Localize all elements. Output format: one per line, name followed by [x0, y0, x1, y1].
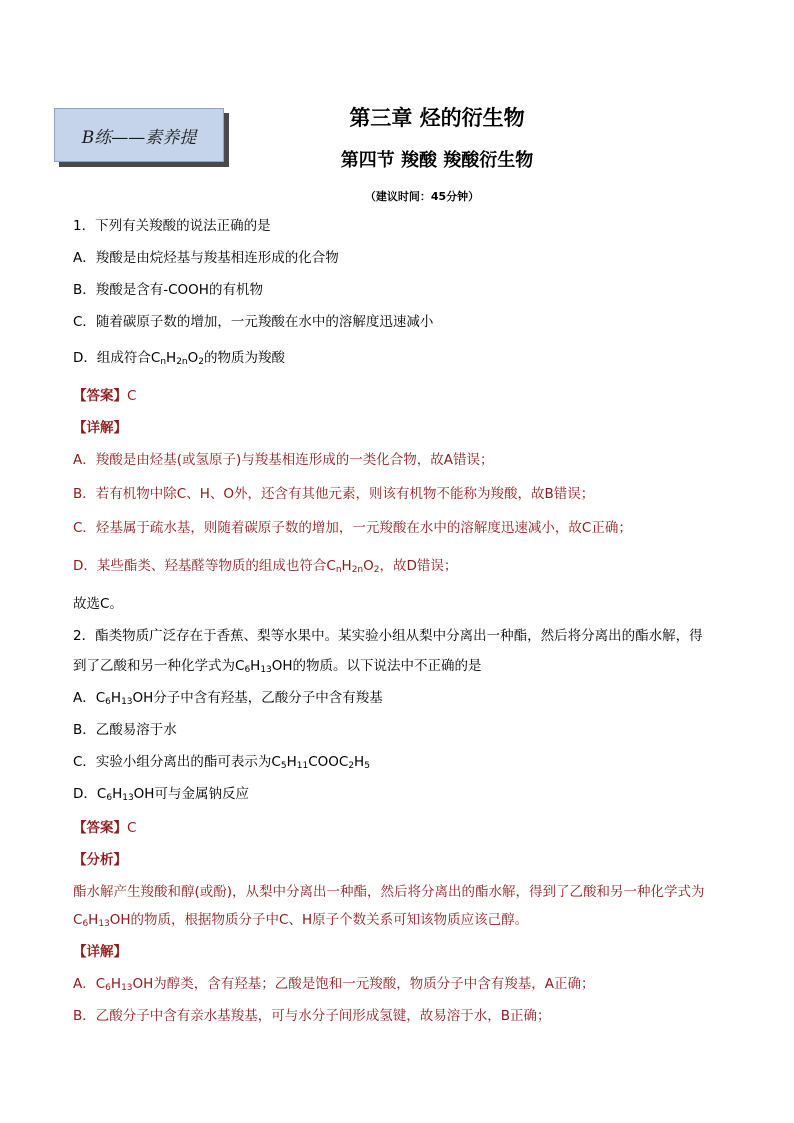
q1-option-b: B．羧酸是含有-COOH的有机物	[73, 282, 263, 298]
document-body	[73, 217, 733, 1025]
q2-option-c: C．实验小组分离出的酯可表示为$C_5H_{11}COOC_2H_5$	[73, 754, 370, 771]
q2-option-a: A．$C_6H_{13}OH$分子中含有羟基，乙酸分子中含有羧基	[73, 690, 383, 707]
q1-detail-c: C．烃基属于疏水基，则随着碳原子数的增加，一元羧酸在水中的溶解度迅速减小，故C正确；	[73, 520, 632, 536]
q2-analysis-1: 酯水解产生羧酸和醇(或酚)，从梨中分离出一种酯，然后将分离出的酯水解，得到了乙酸和另一种化学式为	[73, 884, 705, 900]
q1-detail-d: D．某些酯类、羟基醛等物质的组成也符合$C_nH_{2n}O_2$，故D错误；	[73, 558, 458, 575]
q2-stem-2: 到了乙酸和另一种化学式为$C_6H_{13}OH$的物质。以下说法中不正确的是	[73, 658, 482, 675]
chapter-title: 第三章 烃的衍生物	[349, 106, 525, 130]
time-hint: （建议时间：45分钟）	[364, 190, 480, 203]
badge-text: B练——素养提	[81, 127, 197, 148]
q1-option-d: D．组成符合$C_nH_{2n}O_2$的物质为羧酸	[73, 350, 286, 367]
section-title: 第四节 羧酸 羧酸衍生物	[340, 150, 534, 171]
q2-option-d: D．$C_6H_{13}OH$可与金属钠反应	[73, 786, 249, 803]
q1-answer: 【答案】C	[73, 388, 137, 404]
q2-detail-a: A．$C_6H_{13}OH$为醇类，含有羟基；乙酸是饱和一元羧酸，物质分子中含有羧基，A正确；	[73, 976, 595, 993]
q1-conclusion: 故选C。	[73, 596, 123, 612]
q2-detail-tag: 【详解】	[73, 944, 127, 960]
q2-answer: 【答案】C	[73, 820, 137, 836]
q1-stem: 1．下列有关羧酸的说法正确的是	[73, 218, 271, 234]
q2-analysis-2: $C_6H_{13}OH$的物质，根据物质分子中C、H原子个数关系可知该物质应该己醇。	[73, 912, 529, 929]
q2-option-b: B．乙酸易溶于水	[73, 722, 177, 738]
q1-option-c: C．随着碳原子数的增加，一元羧酸在水中的溶解度迅速减小	[73, 314, 434, 330]
q2-analysis-tag: 【分析】	[73, 852, 127, 868]
q1-detail-tag: 【详解】	[73, 420, 127, 436]
q1-option-a: A．羧酸是由烷烃基与羧基相连形成的化合物	[73, 250, 339, 266]
q2-detail-b: B．乙酸分子中含有亲水基羧基，可与水分子间形成氢键，故易溶于水，B正确；	[73, 1008, 551, 1024]
q2-stem-1: 2．酯类物质广泛存在于香蕉、梨等水果中。某实验小组从梨中分离出一种酯，然后将分离出的酯水解，得	[73, 628, 703, 644]
q1-detail-a: A．羧酸是由烃基(或氢原子)与羧基相连形成的一类化合物，故A错误；	[73, 452, 494, 468]
q1-detail-b: B．若有机物中除C、H、O外，还含有其他元素，则该有机物不能称为羧酸，故B错误；	[73, 486, 595, 502]
